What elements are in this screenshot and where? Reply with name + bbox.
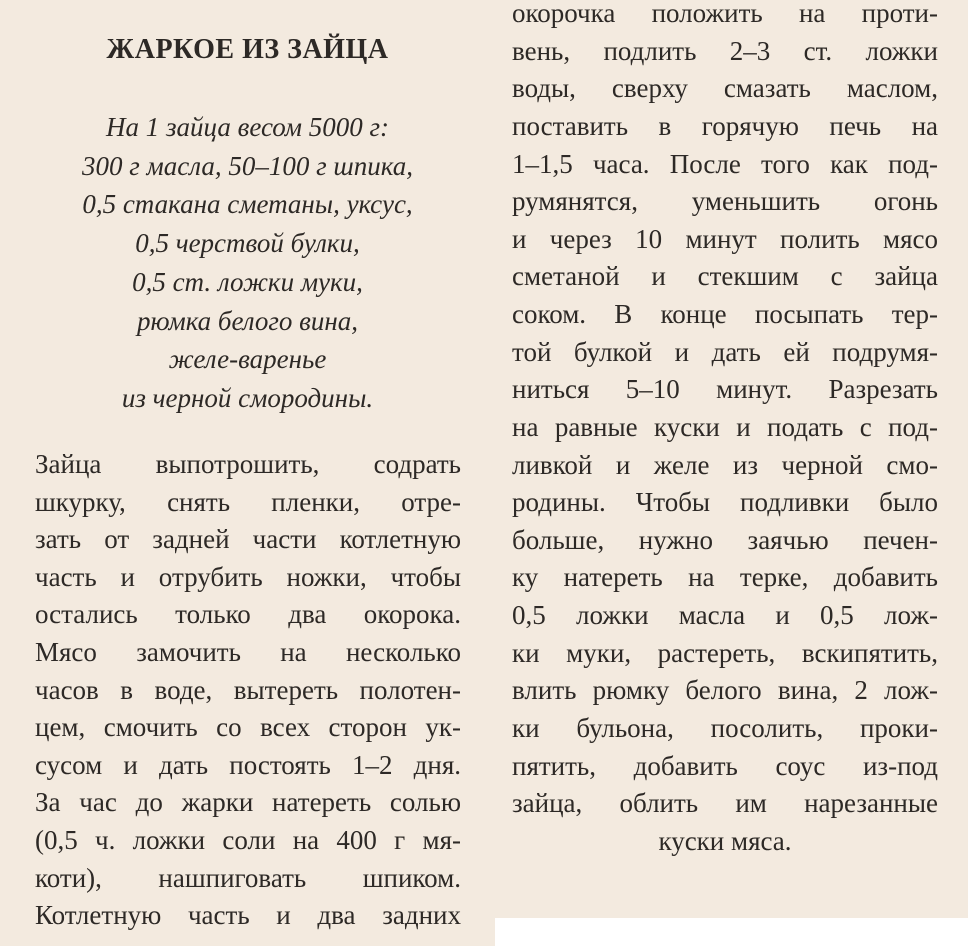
ingredient-line: рюмка белого вина,: [136, 305, 359, 336]
text-line: ки муки, растереть, вскипятить,: [512, 637, 938, 668]
text-line: часть и отрубить ножки, чтобы: [35, 561, 461, 592]
text-line: остались только два окорока.: [35, 599, 461, 630]
text-line: той булкой и дать ей подрумя-: [512, 336, 938, 367]
ingredient-line: из черной смородины.: [121, 382, 374, 413]
text-line: 0,5 ложки масла и 0,5 лож-: [512, 600, 938, 630]
text-line: Зайца выпотрошить, содрать: [35, 449, 461, 479]
ingredient-line: 0,5 стакана сметаны, уксус,: [82, 189, 413, 220]
text-line: коти), нашпиговать шпиком.: [35, 862, 461, 893]
text-line: и через 10 минут полить мясо: [512, 223, 938, 254]
text-line: пятить, добавить соус из-под: [512, 750, 938, 781]
instructions-left: [35, 446, 461, 935]
text-line: 1–1,5 часа. После того как под-: [512, 148, 938, 179]
text-line: поставить в горячую печь на: [512, 110, 938, 141]
recipe-title: ЖАРКОЕ ИЗ ЗАЙЦА: [106, 34, 389, 65]
text-line: Котлетную часть и два задних: [35, 900, 461, 931]
ingredient-line: 0,5 ст. ложки муки,: [132, 266, 363, 297]
text-line: соком. В конце посыпать тер-: [512, 299, 938, 329]
instructions-right: [512, 0, 938, 860]
text-line: влить рюмку белого вина, 2 лож-: [512, 675, 938, 706]
text-line: зайца, облить им нарезанные: [512, 788, 938, 819]
ingredients-list: [0, 108, 495, 418]
text-line: зать от задней части котлетную: [35, 524, 461, 555]
text-line: воды, сверху смазать маслом,: [512, 73, 938, 104]
text-line: родины. Чтобы подливки было: [512, 487, 938, 518]
text-line: на равные куски и подать с под-: [512, 411, 938, 442]
text-line: За час до жарки натереть солью: [35, 787, 461, 818]
text-line: куски мяса.: [658, 825, 792, 856]
text-line: часов в воде, вытереть полотен-: [35, 674, 461, 705]
ingredient-line: 0,5 черствой булки,: [135, 228, 360, 259]
text-line: ниться 5–10 минут. Разрезать: [512, 374, 938, 405]
ingredient-line: желе-варенье: [168, 344, 327, 375]
text-line: ку натереть на терке, добавить: [512, 562, 938, 593]
text-line: Мясо замочить на несколько: [35, 636, 461, 667]
text-line: окорочка положить на проти-: [512, 0, 938, 28]
text-line: сметаной и стекшим с зайца: [512, 261, 938, 292]
text-line: ки бульона, посолить, проки-: [512, 712, 938, 743]
ingredient-line: 300 г масла, 50–100 г шпика,: [82, 150, 413, 181]
text-line: шкурку, снять пленки, отре-: [35, 486, 461, 517]
text-line: румянятся, уменьшить огонь: [512, 186, 938, 217]
text-line: сусом и дать постоять 1–2 дня.: [35, 749, 461, 780]
ingredient-line: На 1 зайца весом 5000 г:: [106, 112, 389, 142]
text-line: (0,5 ч. ложки соли на 400 г мя-: [35, 824, 461, 855]
text-line: ливкой и желе из черной смо-: [512, 449, 938, 480]
text-line: цем, смочить со всех сторон ук-: [35, 712, 461, 743]
text-line: вень, подлить 2–3 ст. ложки: [512, 35, 938, 66]
text-line: больше, нужно заячью печен-: [512, 524, 938, 555]
